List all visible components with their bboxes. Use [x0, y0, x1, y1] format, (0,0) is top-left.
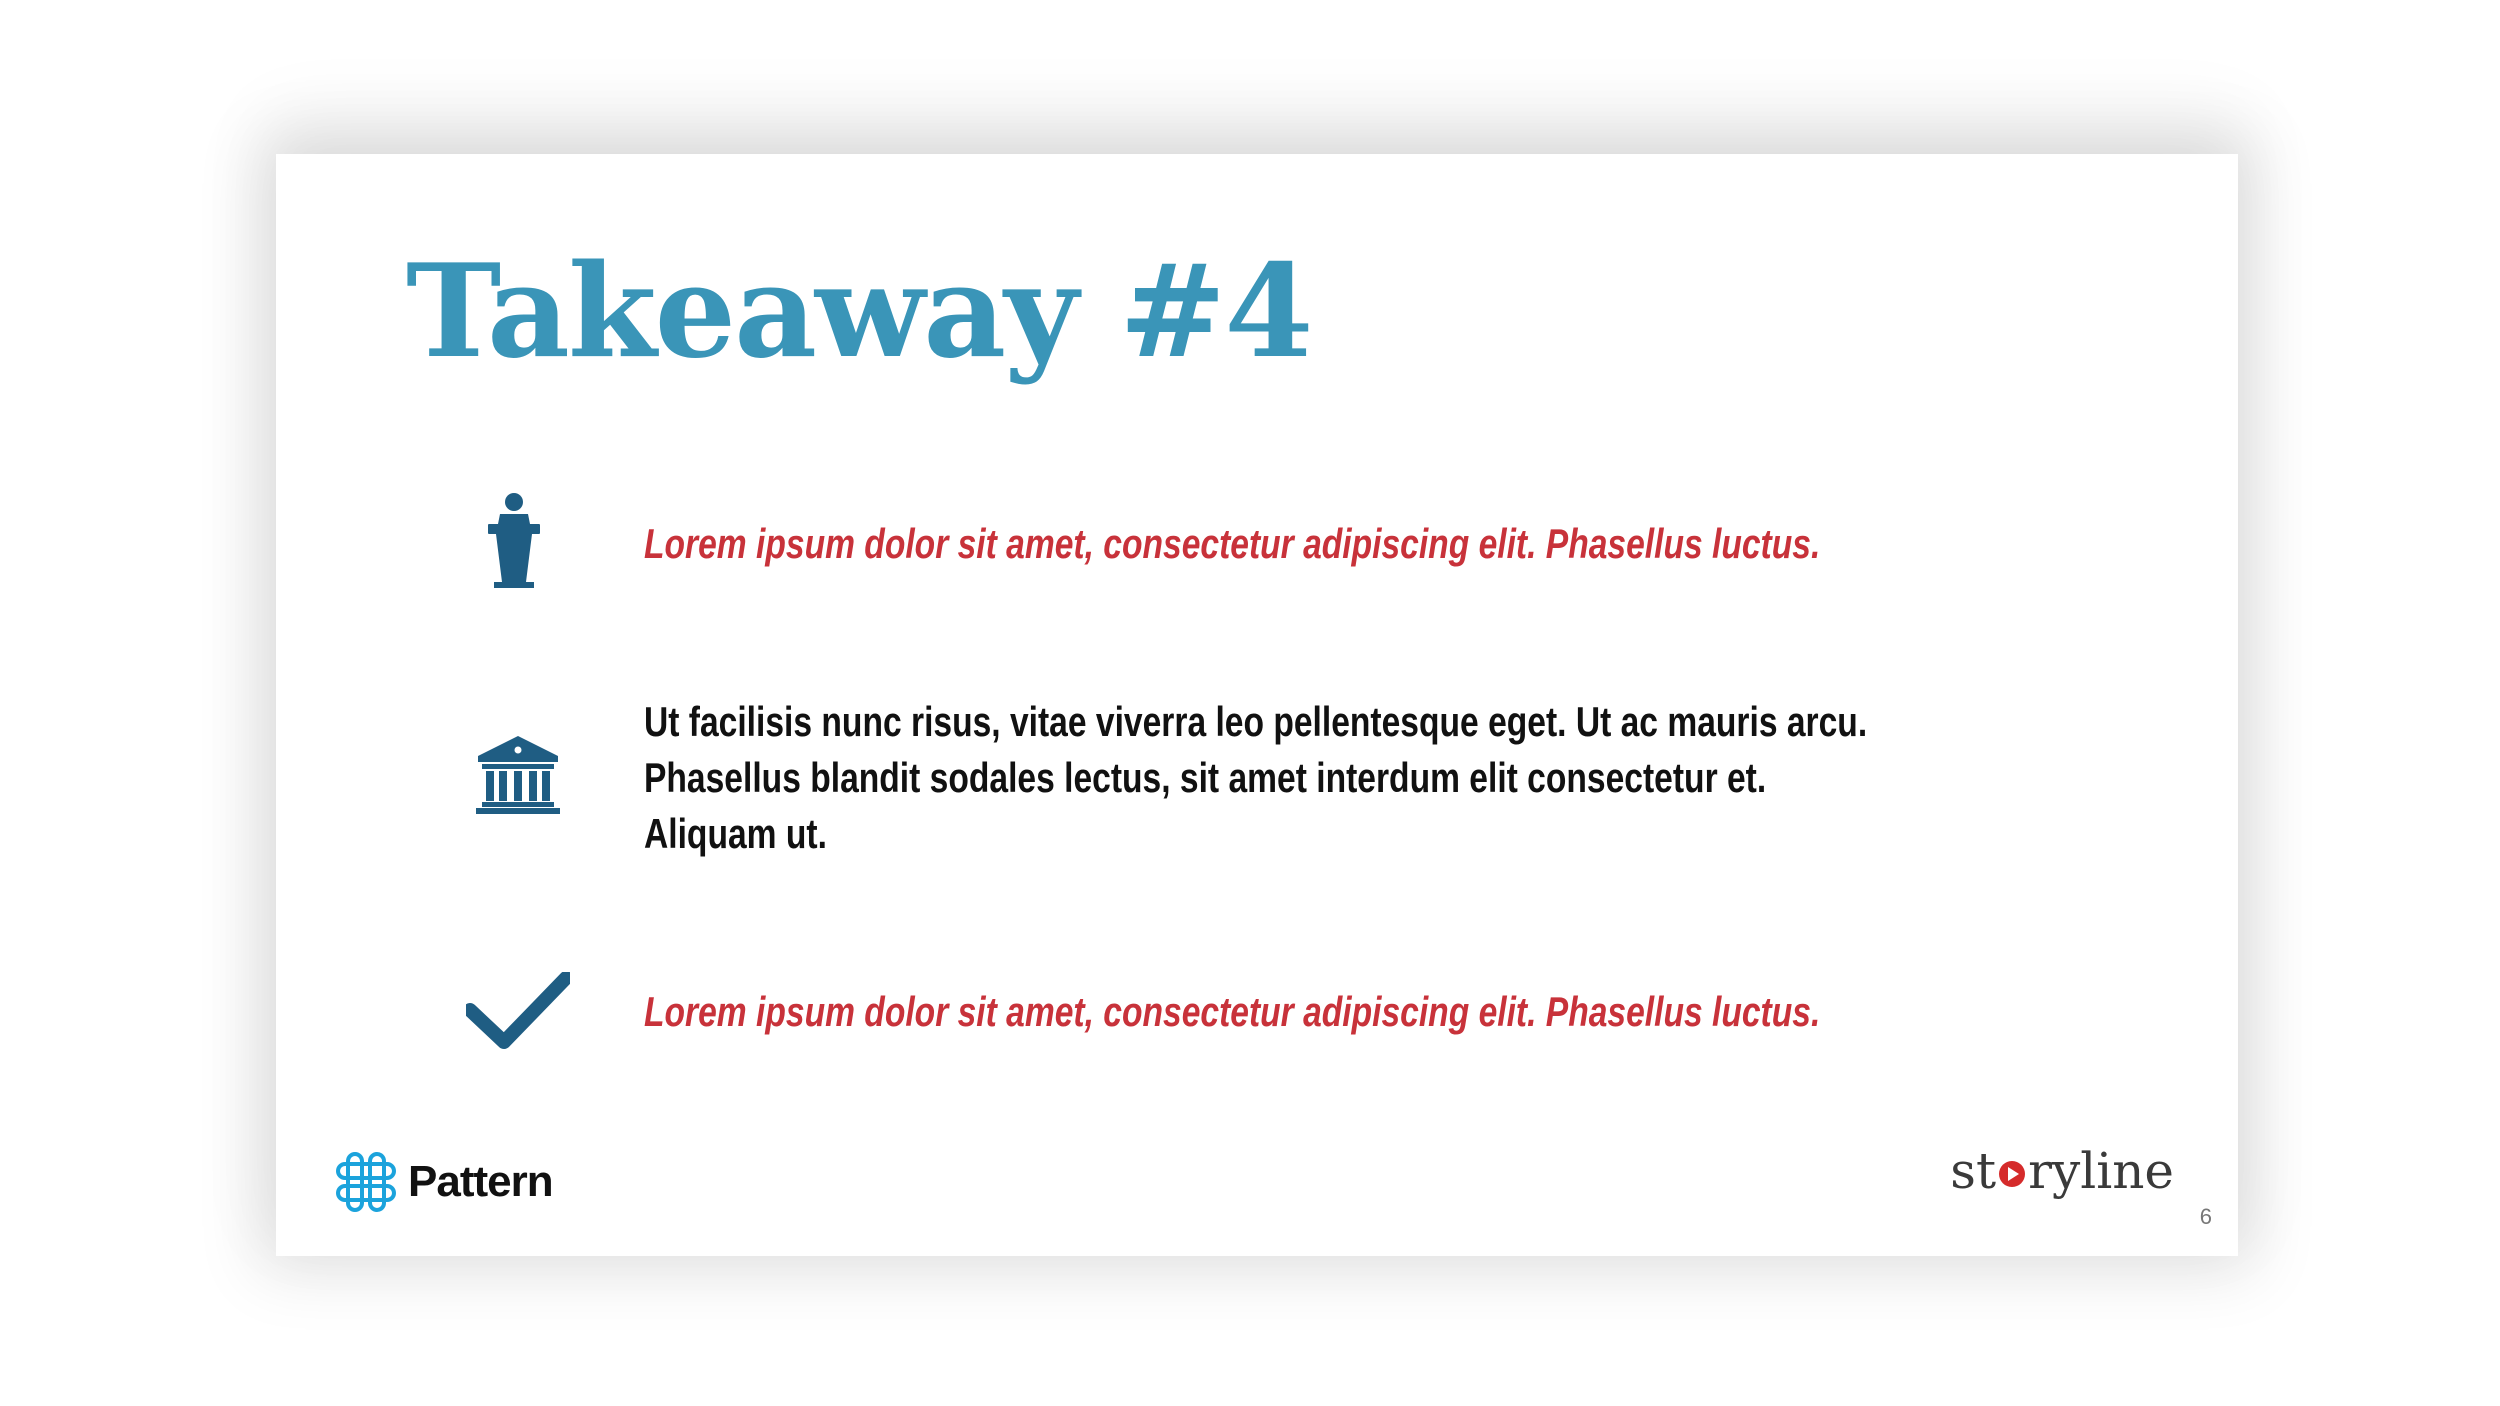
row-2-line-2: Phasellus blandit sodales lectus, sit amet interdum elit consectetur et. [644, 754, 1767, 801]
row-2-line-3: Aliquam ut. [644, 810, 827, 857]
slide-title: Takeaway #4 [406, 237, 1312, 387]
row-3-line-1: Lorem ipsum dolor sit amet, consectetur adipiscing elit. Phasellus luctus. [644, 988, 1821, 1035]
row-3-text [644, 984, 1820, 1040]
storyline-wordmark-suffix: ryline [2028, 1142, 2174, 1200]
pattern-wordmark: Pattern [408, 1157, 553, 1206]
pattern-logo [334, 1150, 553, 1214]
play-button-icon [1997, 1159, 2027, 1189]
storyline-wordmark-prefix: st [1950, 1142, 1997, 1200]
row-2-line-1: Ut facilisis nunc risus, vitae viverra leo pellentesque eget. Ut ac mauris arcu. [644, 698, 1868, 745]
row-1-line-1: Lorem ipsum dolor sit amet, consectetur adipiscing elit. Phasellus luctus. [644, 520, 1821, 567]
bank-icon [476, 734, 560, 814]
row-2-text [644, 694, 1867, 862]
row-1-text [644, 516, 1820, 572]
slide [276, 154, 2238, 1256]
storyline-logo [1950, 1142, 2174, 1200]
pattern-knot-icon [334, 1150, 398, 1214]
checkmark-icon [466, 972, 570, 1050]
podium-icon [486, 492, 542, 592]
page-number: 6 [2199, 1204, 2212, 1229]
